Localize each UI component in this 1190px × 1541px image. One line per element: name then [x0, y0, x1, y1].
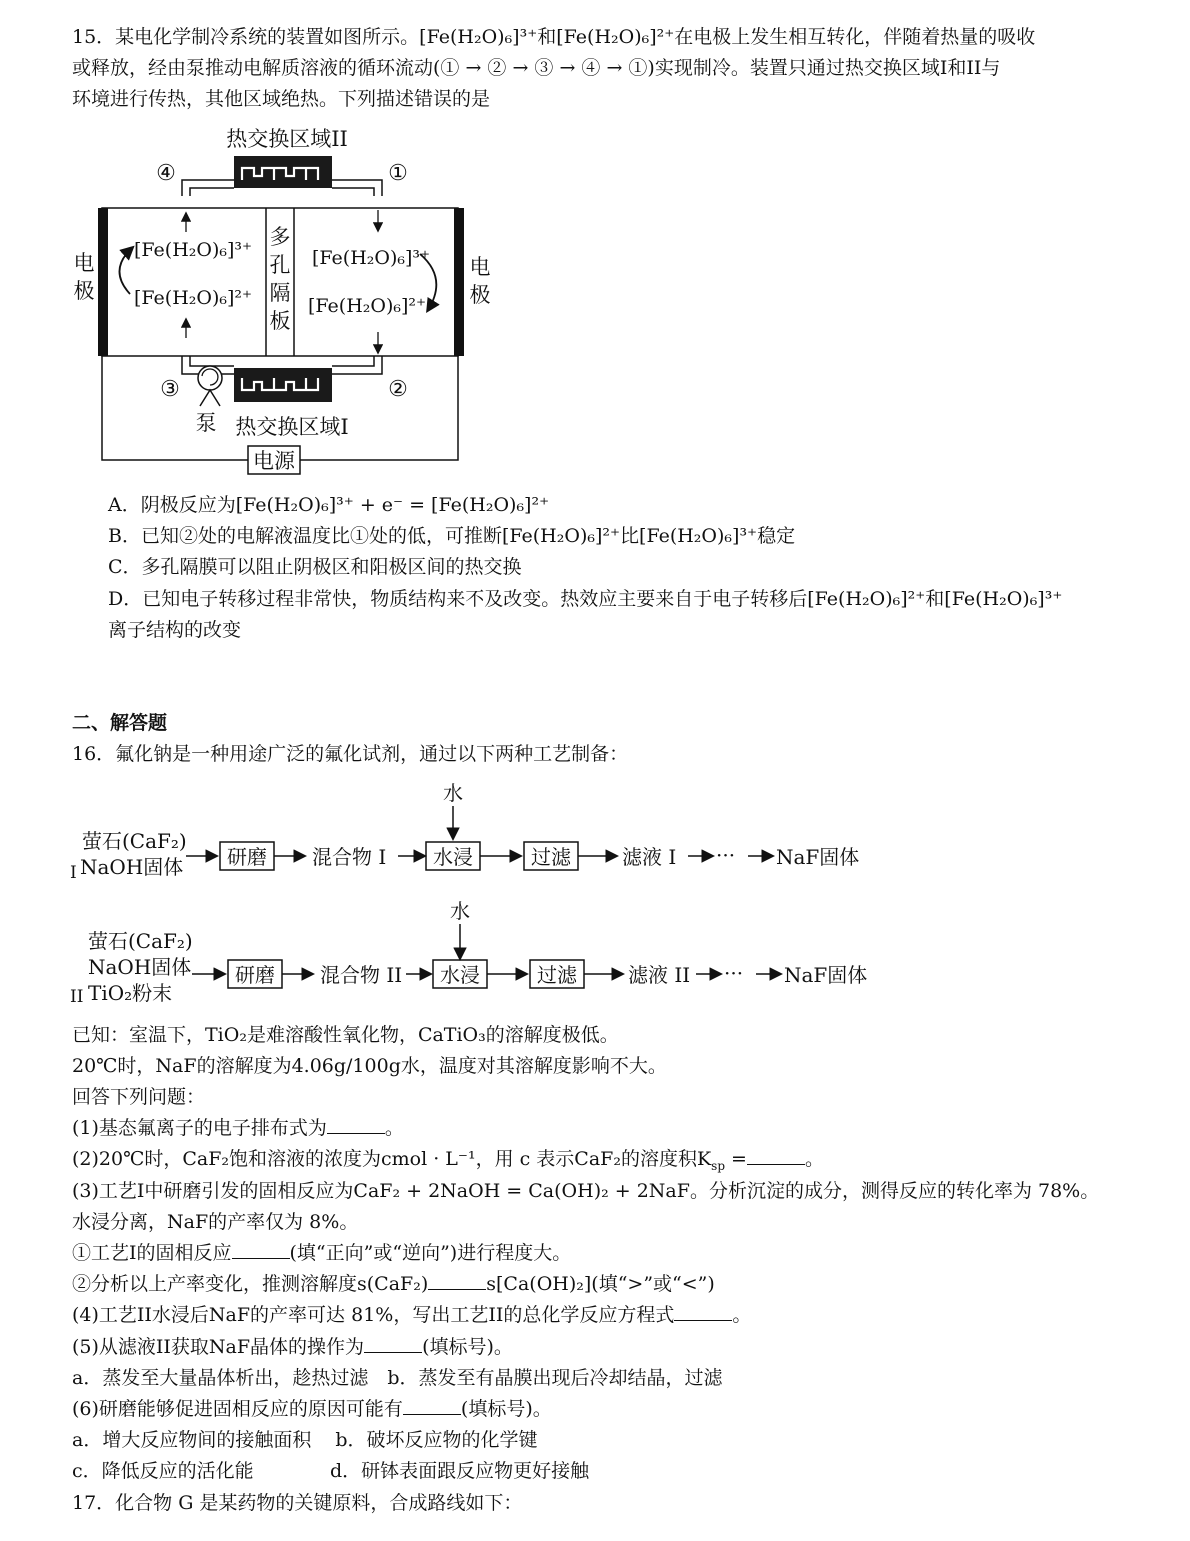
svg-text:NaOH固体: NaOH固体	[88, 955, 192, 979]
q16-sub-6-options-ab: a．增大反应物间的接触面积 b．破坏反应物的化学键	[72, 1429, 538, 1451]
heat-exchange-1-label: 热交换区域I	[235, 415, 349, 439]
q16-sub-4: (4)工艺II水浸后NaF的产率可达 81%，写出工艺II的总化学反应方程式 。	[72, 1304, 752, 1326]
svg-text:萤石(CaF₂): 萤石(CaF₂)	[88, 929, 193, 953]
svg-text:电: 电	[469, 255, 491, 279]
ion-left-top: [Fe(H₂O)₆]³⁺	[134, 239, 253, 261]
svg-text:孔: 孔	[269, 253, 291, 277]
svg-text:滤液 I: 滤液 I	[622, 845, 677, 869]
position-4-marker: ④	[156, 161, 176, 186]
svg-text:···: ···	[724, 961, 744, 985]
power-label: 电源	[253, 449, 295, 473]
q16-sub-5-options: a．蒸发至大量晶体析出，趁热过滤 b．蒸发至有晶膜出现后冷却结晶，过滤	[72, 1367, 723, 1389]
answer-blank-3-2[interactable]	[428, 1271, 486, 1290]
q15-stem-line-1: 15．某电化学制冷系统的装置如图所示。[Fe(H₂O)₆]³⁺和[Fe(H₂O)₆]²⁺在电极上发生相互转化，伴随着热量的吸收	[72, 26, 1036, 48]
svg-text:II: II	[70, 987, 84, 1007]
q16-sub-3-1: ①工艺I的固相反应 (填“正向”或“逆向”)进行程度大。	[72, 1242, 572, 1264]
svg-text:混合物 I: 混合物 I	[312, 845, 387, 869]
q15-stem-line-2: 或释放，经由泵推动电解质溶液的循环流动(① → ② → ③ → ④ → ①)实现制冷。装置只通过热交换区域I和II与	[72, 57, 1001, 79]
q15-option-b: B．已知②处的电解液温度比①处的低，可推断[Fe(H₂O)₆]²⁺比[Fe(H₂O)₆]³⁺稳定	[108, 525, 796, 547]
q16-known-1: 已知：室温下，TiO₂是难溶酸性氧化物，CaTiO₃的溶解度极低。	[72, 1024, 619, 1046]
q16-sub-5: (5)从滤液II获取NaF晶体的操作为 (填标号)。	[72, 1336, 513, 1358]
answer-blank-5[interactable]	[364, 1334, 422, 1353]
q15-option-c: C．多孔隔膜可以阻止阴极区和阳极区间的热交换	[108, 556, 522, 578]
section-title: 二、解答题	[72, 712, 168, 734]
q16-sub-1: (1)基态氟离子的电子排布式为 。	[72, 1117, 404, 1139]
svg-text:过滤: 过滤	[537, 963, 577, 987]
q16-stem: 16．氟化钠是一种用途广泛的氟化试剂，通过以下两种工艺制备：	[72, 743, 629, 765]
q16-sub-3-line-1: (3)工艺I中研磨引发的固相反应为CaF₂ + 2NaOH = Ca(OH)₂ + 2NaF。分析沉淀的成分，测得反应的转化率为 78%。	[72, 1180, 1100, 1202]
q16-answer-prompt: 回答下列问题：	[72, 1086, 206, 1108]
q16-sub-3-2: ②分析以上产率变化，推测溶解度s(CaF₂) s[Ca(OH)₂](填“>”或“<”)	[72, 1273, 715, 1295]
answer-blank-6[interactable]	[403, 1396, 461, 1415]
svg-text:极: 极	[73, 279, 95, 303]
q17-stem: 17．化合物 G 是某药物的关键原料，合成路线如下：	[72, 1492, 523, 1514]
svg-text:水: 水	[450, 899, 470, 923]
svg-text:板: 板	[269, 309, 291, 333]
q15-option-d: D．已知电子转移过程非常快，物质结构来不及改变。热效应主要来自于电子转移后[Fe(H₂O)₆]²⁺和[Fe(H₂O)₆]³⁺	[108, 588, 1063, 610]
svg-text:隔: 隔	[269, 281, 291, 305]
svg-text:水: 水	[443, 781, 463, 805]
svg-text:研磨: 研磨	[227, 845, 267, 869]
pump-label: 泵	[195, 411, 217, 435]
svg-text:滤液 II: 滤液 II	[628, 963, 691, 987]
svg-text:电: 电	[73, 251, 95, 275]
process-flow-1	[68, 776, 888, 886]
answer-blank-2[interactable]	[747, 1146, 805, 1165]
ion-right-bottom: [Fe(H₂O)₆]²⁺	[308, 295, 427, 317]
answer-blank-4[interactable]	[674, 1302, 732, 1321]
q15-stem-line-3: 环境进行传热，其他区域绝热。下列描述错误的是	[72, 88, 491, 110]
svg-text:···: ···	[716, 843, 736, 867]
heat-exchange-2-label: 热交换区域II	[226, 127, 348, 151]
answer-blank-1[interactable]	[327, 1115, 385, 1134]
position-2-marker: ②	[388, 377, 408, 402]
electrode-left	[98, 208, 108, 356]
q16-sub-2: (2)20℃时，CaF₂饱和溶液的浓度为cmol · L⁻¹，用 c 表示CaF₂的溶度积$K_{sp}$ = 。	[72, 1148, 824, 1173]
process-flow-2	[68, 894, 888, 1014]
svg-text:I: I	[70, 863, 77, 883]
electrode-right	[454, 208, 464, 356]
svg-text:过滤: 过滤	[531, 845, 571, 869]
q16-sub-6: (6)研磨能够促进固相反应的原因可能有 (填标号)。	[72, 1398, 552, 1420]
ion-left-bottom: [Fe(H₂O)₆]²⁺	[134, 287, 253, 309]
q16-known-2: 20℃时，NaF的溶解度为4.06g/100g水，温度对其溶解度影响不大。	[72, 1055, 667, 1077]
q16-sub-3-line-2: 水浸分离，NaF的产率仅为 8%。	[72, 1211, 359, 1233]
q15-option-a: A．阴极反应为[Fe(H₂O)₆]³⁺ + e⁻ = [Fe(H₂O)₆]²⁺	[108, 494, 550, 516]
position-3-marker: ③	[160, 377, 180, 402]
electrochemical-cooling-diagram	[60, 118, 520, 480]
position-1-marker: ①	[388, 161, 408, 186]
svg-text:多: 多	[269, 225, 291, 249]
ion-right-top: [Fe(H₂O)₆]³⁺	[312, 247, 431, 269]
svg-text:极: 极	[469, 283, 491, 307]
svg-text:NaF固体: NaF固体	[776, 845, 860, 869]
svg-text:混合物 II: 混合物 II	[320, 963, 403, 987]
svg-text:NaOH固体: NaOH固体	[80, 855, 184, 879]
svg-text:水浸: 水浸	[440, 963, 480, 987]
svg-text:NaF固体: NaF固体	[784, 963, 868, 987]
q15-option-d-cont: 离子结构的改变	[108, 619, 242, 641]
svg-text:研磨: 研磨	[235, 963, 275, 987]
answer-blank-3-1[interactable]	[232, 1240, 290, 1259]
q16-sub-6-options-cd: c．降低反应的活化能 d．研钵表面跟反应物更好接触	[72, 1460, 590, 1482]
svg-text:TiO₂粉末: TiO₂粉末	[88, 981, 173, 1005]
svg-text:萤石(CaF₂): 萤石(CaF₂)	[82, 829, 187, 853]
svg-text:水浸: 水浸	[433, 845, 473, 869]
